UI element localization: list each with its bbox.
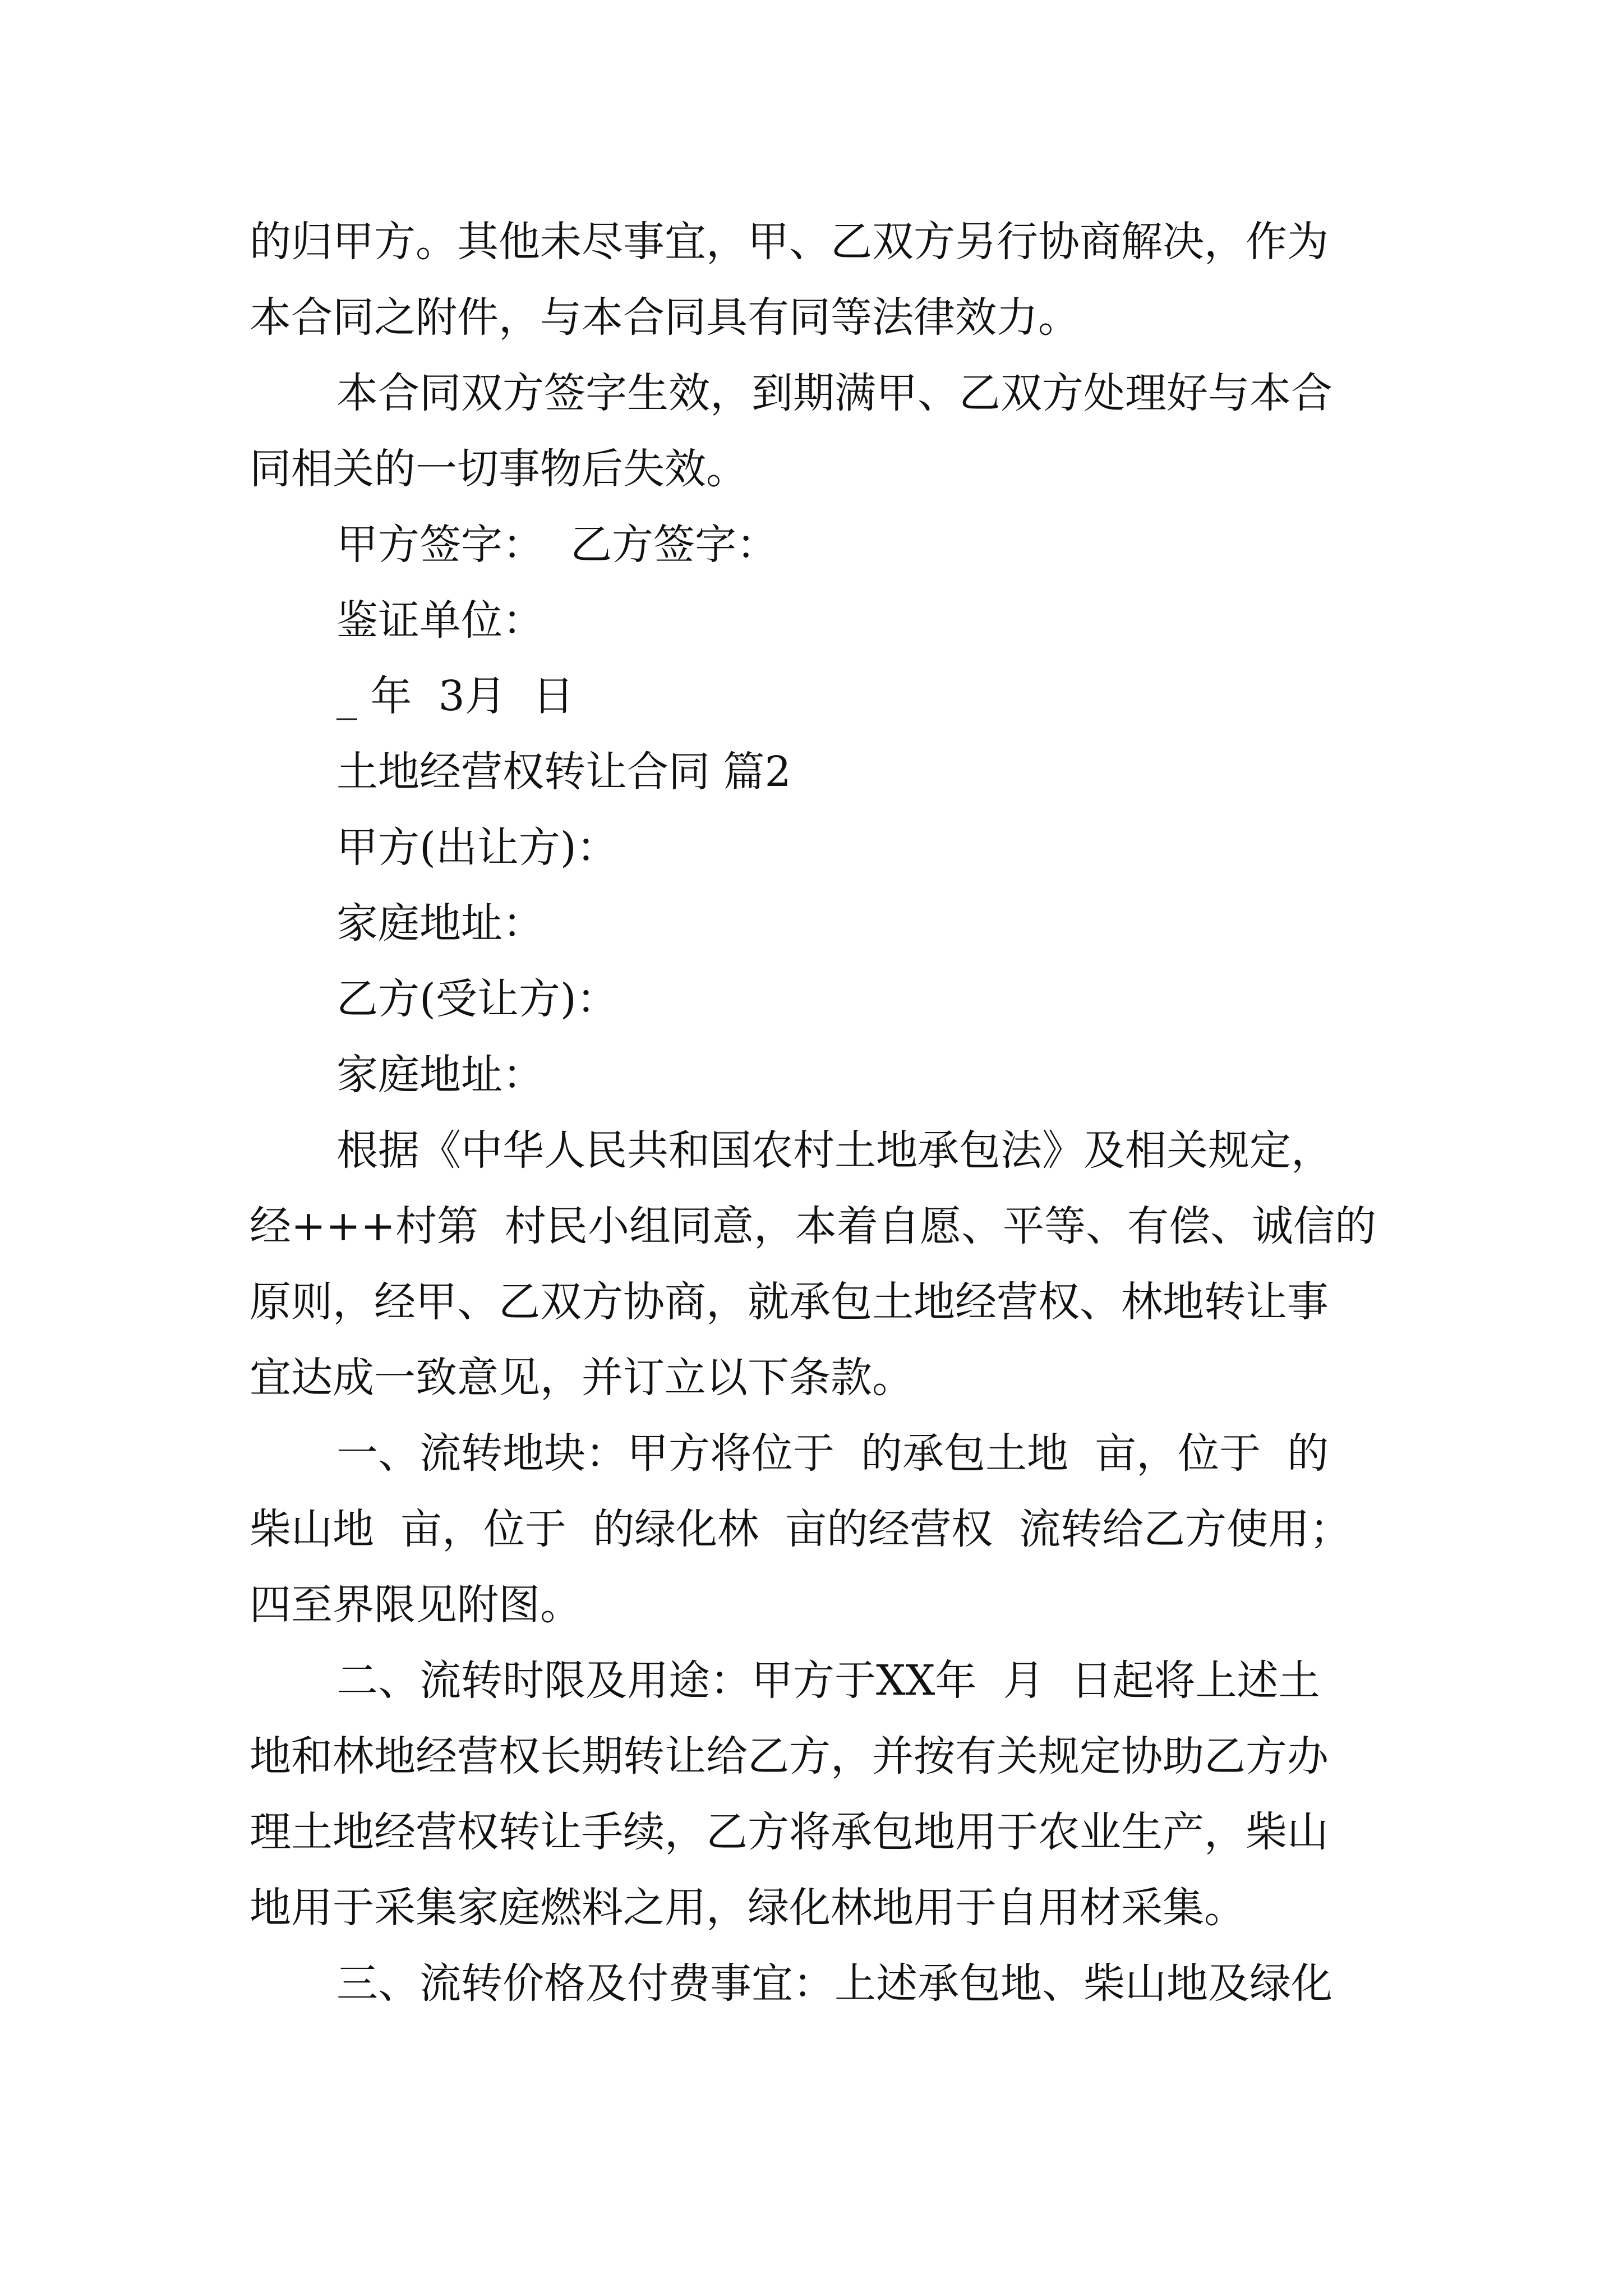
clause-2-line-3: 理土地经营权转让手续，乙方将承包地用于农业生产，柴山 (250, 1808, 1329, 1856)
party-a-address-line: 家庭地址： (336, 899, 544, 947)
text-line-4: 同相关的一切事物后失效。 (250, 445, 748, 493)
text-line-14: 经+++村第 村民小组同意，本着自愿、平等、有偿、诚信的 (250, 1202, 1377, 1250)
text-line-16: 宜达成一致意见，并订立以下条款。 (250, 1354, 914, 1402)
clause-2-line-1: 二、流转时限及用途：甲方于XX年 月 日起将上述土 (336, 1657, 1320, 1705)
text-line-3: 本合同双方签字生效，到期满甲、乙双方处理好与本合 (336, 369, 1332, 417)
text-line-1: 的归甲方。其他未尽事宜，甲、乙双方另行协商解决，作为 (250, 218, 1329, 266)
party-b-address-line: 家庭地址： (336, 1051, 544, 1099)
section-title: 土地经营权转让合同 篇2 (336, 748, 791, 796)
clause-2-line-4: 地用于采集家庭燃料之用，绿化林地用于自用材采集。 (250, 1884, 1246, 1932)
text-line-15: 原则，经甲、乙双方协商，就承包土地经营权、林地转让事 (250, 1278, 1329, 1326)
party-b-line: 乙方(受让方)： (336, 975, 618, 1023)
text-line-13: 根据《中华人民共和国农村土地承包法》及相关规定， (336, 1126, 1332, 1175)
clause-1-line-3: 四至界限见附图。 (250, 1581, 582, 1629)
clause-1-line-1: 一、流转地块：甲方将位于 的承包土地 亩，位于 的 (336, 1429, 1329, 1478)
party-a-line: 甲方(出让方)： (336, 823, 618, 872)
clause-2-line-2: 地和林地经营权长期转让给乙方，并按有关规定协助乙方办 (250, 1732, 1329, 1780)
date-line: _ 年 3月 日 (336, 672, 574, 720)
witness-unit-line: 鉴证单位： (336, 596, 544, 645)
text-line-2: 本合同之附件，与本合同具有同等法律效力。 (250, 293, 1080, 342)
clause-3-line-1: 三、流转价格及付费事宜：上述承包地、柴山地及绿化 (336, 1959, 1332, 2008)
clause-1-line-2: 柴山地 亩，位于 的绿化林 亩的经营权 流转给乙方使用； (250, 1505, 1352, 1553)
signature-line: 甲方签字： 乙方签字： (336, 521, 778, 569)
